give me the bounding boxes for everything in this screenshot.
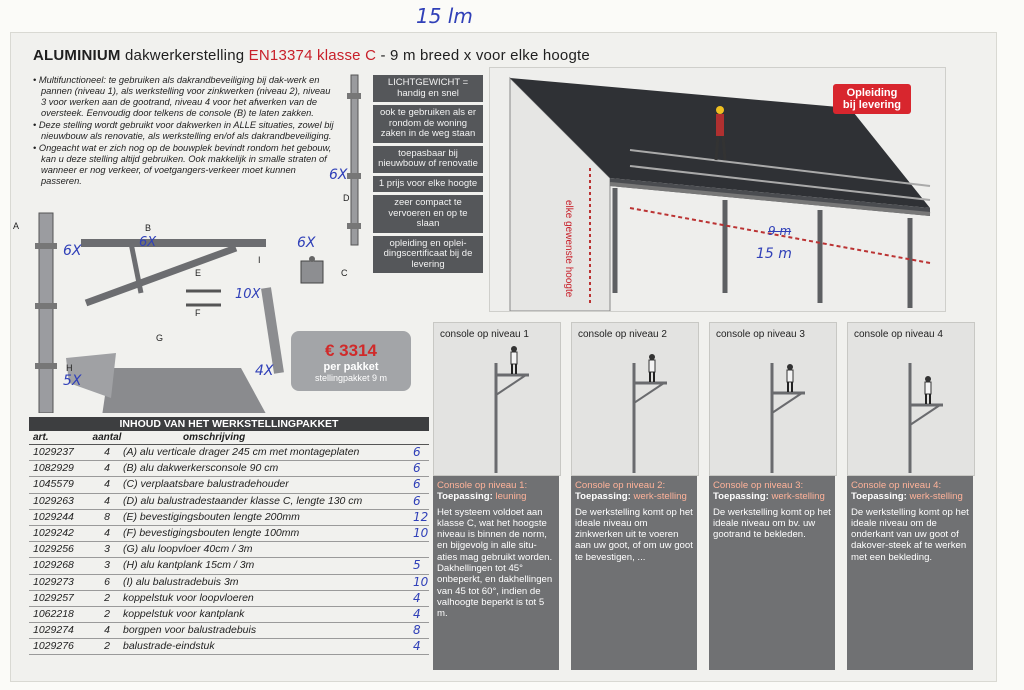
table-row <box>29 494 429 510</box>
table-body <box>29 445 429 655</box>
level-label: console op niveau 4 <box>854 329 943 340</box>
level-description <box>571 476 697 670</box>
title-brand: ALUMINIUM <box>33 47 121 64</box>
table-row <box>29 477 429 493</box>
cell-qty: 4 <box>104 494 110 507</box>
level-illustration <box>847 322 975 476</box>
level-heading: Console op niveau 4: <box>851 480 942 491</box>
cell-art: 1029242 <box>33 526 74 539</box>
cell-art: 1029244 <box>33 510 74 523</box>
cell-qty: 4 <box>104 526 110 539</box>
hand-count-h: 5X <box>63 373 82 389</box>
part-label-d: D <box>343 193 350 203</box>
cell-hand-note: 6 <box>413 461 421 476</box>
price-sub: stellingpakket 9 m <box>314 373 388 383</box>
intro-bullets <box>33 75 338 188</box>
page-title <box>33 47 590 64</box>
handwritten-note-top: 15 lm <box>416 4 473 28</box>
table-row <box>29 510 429 526</box>
table-row <box>29 623 429 639</box>
level-application <box>713 491 831 502</box>
worker-console-drawing <box>710 323 836 475</box>
title-main: dakwerkerstelling <box>125 47 245 64</box>
title-rest: - 9 m breed x voor elke hoogte <box>380 47 590 64</box>
cell-qty: 2 <box>104 591 110 604</box>
level-label: console op niveau 2 <box>578 329 667 340</box>
level-illustration <box>571 322 699 476</box>
hero-illustration <box>489 67 946 312</box>
price-tag <box>291 331 411 391</box>
level-body: De werkstelling komt op het ideale niveau om de onderkant van uw goot of dakover-steek af te werken met een bekleding. <box>851 506 969 563</box>
cell-hand-note: 10 <box>413 574 429 589</box>
level-panel <box>433 322 559 672</box>
level-illustration <box>709 322 837 476</box>
cell-art: 1029263 <box>33 494 74 507</box>
table-title: INHOUD VAN HET WERKSTELLINGPAKKET <box>29 417 429 431</box>
table-row <box>29 461 429 477</box>
level-panels <box>433 322 983 672</box>
hand-count-c: 6X <box>297 235 316 251</box>
application-value: werk-stelling <box>633 491 687 503</box>
part-label-g: G <box>156 333 164 343</box>
cell-desc: koppelstuk voor kantplank <box>123 607 245 620</box>
level-body: De werkstelling komt op het ideale niveau om bv. uw gootrand te bekleden. <box>713 506 831 541</box>
worker-console-drawing <box>572 323 698 475</box>
hand-9m: 9 m <box>768 224 792 238</box>
hand-count-i: 10X <box>235 287 261 302</box>
application-label: Toepassing: <box>851 491 907 503</box>
cell-art: 1029257 <box>33 591 74 604</box>
cell-hand-note: 12 <box>413 509 429 524</box>
cell-qty: 2 <box>104 607 110 620</box>
cell-desc: balustrade-eindstuk <box>123 640 215 653</box>
table-row <box>29 639 429 655</box>
level-panel <box>847 322 973 672</box>
part-label-b: B <box>145 223 152 233</box>
cell-desc: (F) bevestigingsbouten lengte 100mm <box>123 526 300 539</box>
feature-item: zeer compact te vervoeren en op te slaan <box>373 195 483 233</box>
cell-art: 1045579 <box>33 478 74 491</box>
cell-hand-note: 6 <box>413 493 421 508</box>
package-contents-table <box>29 417 429 655</box>
price-amount: € 3314 <box>325 341 377 360</box>
cell-qty: 2 <box>104 640 110 653</box>
level-heading: Console op niveau 2: <box>575 480 666 491</box>
cell-qty: 4 <box>104 478 110 491</box>
cell-hand-note: 4 <box>413 639 421 654</box>
cell-desc: (G) alu loopvloer 40cm / 3m <box>123 543 253 556</box>
table-row <box>29 445 429 461</box>
feature-item: toepasbaar bij nieuwbouw of renovatie <box>373 146 483 173</box>
level-description <box>847 476 973 670</box>
table-row <box>29 575 429 591</box>
cell-desc: (E) bevestigingsbouten lengte 200mm <box>123 510 300 523</box>
application-label: Toepassing: <box>437 491 493 503</box>
header-qty: aantal <box>92 432 122 443</box>
part-label-c: C <box>341 268 348 278</box>
catalog-page <box>10 32 997 682</box>
application-label: Toepassing: <box>575 491 631 503</box>
cell-desc: koppelstuk voor loopvloeren <box>123 591 254 604</box>
table-row <box>29 607 429 623</box>
cell-desc: (A) alu verticale drager 245 cm met montageplaten <box>123 446 360 458</box>
cell-qty: 3 <box>104 559 110 572</box>
cell-art: 1082929 <box>33 462 74 475</box>
badge-line: Opleiding <box>846 87 898 99</box>
cell-desc: (C) verplaatsbare balustradehouder <box>123 478 289 491</box>
table-row <box>29 526 429 542</box>
feature-item: opleiding en oplei-dingscertificaat bij de levering <box>373 236 483 274</box>
title-norm: EN13374 klasse C <box>248 47 377 64</box>
hand-count-a: 6X <box>63 243 82 259</box>
level-description <box>433 476 559 670</box>
level-description <box>709 476 835 670</box>
cell-qty: 8 <box>104 510 110 523</box>
cell-hand-note: 5 <box>413 558 421 573</box>
price-per: per pakket <box>323 361 379 373</box>
cell-hand-note: 6 <box>413 445 421 459</box>
level-application <box>575 491 693 502</box>
level-application <box>437 491 555 502</box>
application-value: werk-stelling <box>909 491 963 503</box>
application-value: werk-stelling <box>771 491 825 503</box>
level-application <box>851 491 969 502</box>
cell-desc: (D) alu balustradestaander klasse C, lengte 130 cm <box>123 494 363 507</box>
cell-hand-note: 6 <box>413 477 421 492</box>
feature-item: LICHTGEWICHT = handig en snel <box>373 75 483 102</box>
hand-count-b: 6X <box>139 235 157 250</box>
cell-art: 1062218 <box>33 607 74 620</box>
height-label: elke gewenste hoogte <box>563 200 574 298</box>
cell-hand-note: 10 <box>413 525 429 540</box>
level-heading: Console op niveau 3: <box>713 480 804 491</box>
cell-art: 1029276 <box>33 640 74 653</box>
coupler-c <box>295 255 329 295</box>
cell-hand-note: 4 <box>413 606 421 621</box>
cell-hand-note: 4 <box>413 590 421 605</box>
cell-qty: 4 <box>104 462 110 475</box>
header-art: art. <box>33 432 49 443</box>
cell-qty: 6 <box>104 575 110 588</box>
hand-count-d: 6X <box>329 167 348 183</box>
part-label-f: F <box>195 308 201 318</box>
bullet-item: • Ongeacht wat er zich nog op de bouwplek bevindt rondom het gebouw, kan u deze stelling altijd gebruiken. Ook makkelijk in smalle straten of wanneer er nog verkeer, of voetgangers-verkeer moet kunnen passeren. <box>33 143 332 186</box>
feature-list <box>373 75 483 276</box>
cell-desc: borgpen voor balustradebuis <box>123 624 257 637</box>
level-heading: Console op niveau 1: <box>437 480 528 491</box>
feature-item: ook te gebruiken als er rondom de woning zaken in de weg staan <box>373 105 483 143</box>
cell-art: 1029273 <box>33 575 74 588</box>
level-body: De werkstelling komt op het ideale niveau om zinkwerken uit te voeren aan uw goot, of om uw goot te bevestigen, ... <box>575 506 693 563</box>
table-row <box>29 591 429 607</box>
level-panel <box>709 322 835 672</box>
cell-qty: 4 <box>104 446 110 458</box>
header-desc: omschrijving <box>183 432 246 443</box>
cell-desc: (I) alu balustradebuis 3m <box>123 575 239 588</box>
level-panel <box>571 322 697 672</box>
cell-desc: (H) alu kantplank 15cm / 3m <box>123 559 255 572</box>
bullet-item: • Multifunctioneel: te gebruiken als dakrandbeveiliging bij dak-werk en pannen (niveau 1), als werkstelling voor zinkwerken (niveau 2), niveau 3 voor werken aan de gootrand, niveau 4 voor het afwerken van de oversteek. Eenvoudig door telkens de console (B) te laten zakken. <box>33 75 331 118</box>
feature-item: 1 prijs voor elke hoogte <box>373 176 483 193</box>
cell-hand-note: 8 <box>413 623 421 638</box>
parts-illustration <box>11 193 311 413</box>
level-illustration <box>433 322 561 476</box>
application-value: leuning <box>495 491 527 503</box>
cell-art: 1029274 <box>33 624 74 637</box>
bullet-item: • Deze stelling wordt gebruikt voor dakwerken in ALLE situaties, zowel bij nieuwbouw als renovatie, als werkstelling en/of als dakrandbeveiliging. <box>33 120 334 141</box>
part-label-e: E <box>195 268 202 278</box>
table-header-row <box>29 431 429 445</box>
cell-hand-note <box>413 542 429 557</box>
part-label-h: H <box>66 363 73 373</box>
training-badge <box>833 84 911 114</box>
table-row <box>29 558 429 574</box>
part-label-i: I <box>258 255 261 265</box>
cell-qty: 3 <box>104 543 110 556</box>
table-row <box>29 542 429 558</box>
cell-art: 1029268 <box>33 559 74 572</box>
application-label: Toepassing: <box>713 491 769 503</box>
hand-count-g: 4X <box>255 363 274 379</box>
level-label: console op niveau 1 <box>440 329 529 340</box>
level-body: Het systeem voldoet aan klasse C, wat het hoogste niveau is binnen de norm, en bijgevolg in alle situ-aties mag gebruikt worden. Dakhellingen tot 45° onbeperkt, en dakhellingen van 45 tot 60°, indien de valhoogte beperkt is tot 5 m. <box>437 506 553 620</box>
badge-line: bij levering <box>842 99 901 111</box>
level-label: console op niveau 3 <box>716 329 805 340</box>
worker-console-drawing <box>434 323 560 475</box>
part-label-a: A <box>13 221 20 231</box>
cell-desc: (B) alu dakwerkersconsole 90 cm <box>123 462 279 475</box>
cell-art: 1029256 <box>33 543 74 556</box>
cell-qty: 4 <box>104 624 110 637</box>
cell-art: 1029237 <box>33 446 74 458</box>
pole-illustration <box>341 73 371 253</box>
worker-console-drawing <box>848 323 974 475</box>
hand-15m: 15 m <box>756 246 792 262</box>
